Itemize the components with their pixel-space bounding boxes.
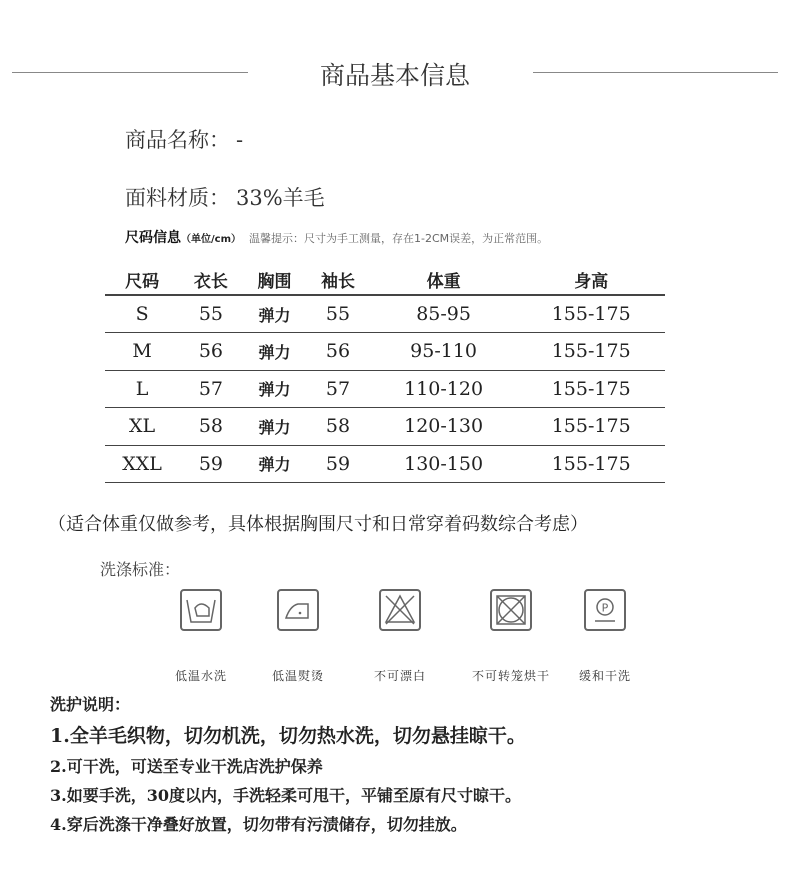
column-header: 体重 xyxy=(370,265,518,295)
table-row xyxy=(105,408,665,446)
material-field xyxy=(125,182,325,212)
table-cell: 59 xyxy=(306,445,370,483)
table-cell: 弹力 xyxy=(243,333,307,371)
table-cell: 120-130 xyxy=(370,408,518,446)
wash-standard-label: 洗涤标准： xyxy=(100,560,181,579)
field-label: 商品名称： xyxy=(125,128,230,152)
column-header: 袖长 xyxy=(306,265,370,295)
table-cell: 56 xyxy=(306,333,370,371)
table-cell: 155-175 xyxy=(517,408,665,446)
table-cell: 弹力 xyxy=(243,370,307,408)
hand-wash-icon xyxy=(179,588,223,632)
table-cell: 58 xyxy=(306,408,370,446)
care-symbol xyxy=(540,588,670,684)
table-row xyxy=(105,370,665,408)
care-item: 4.穿后洗涤干净叠好放置，切勿带有污渍储存，切勿挂放。 xyxy=(50,815,467,834)
table-cell: 弹力 xyxy=(243,445,307,483)
gentle-dry-clean-icon xyxy=(583,588,627,632)
care-title: 洗护说明： xyxy=(50,695,131,714)
product-name-field xyxy=(125,124,243,154)
table-row xyxy=(105,295,665,333)
care-item: 3.如要手洗，30度以内，手洗轻柔可甩干，平铺至原有尺寸晾干。 xyxy=(50,786,521,805)
no-tumble-dry-icon xyxy=(489,588,533,632)
care-symbol-label: 不可漂白 xyxy=(373,669,426,683)
care-symbol-label: 低温水洗 xyxy=(174,669,227,683)
column-header: 胸围 xyxy=(243,265,307,295)
table-row xyxy=(105,333,665,371)
table-cell: XL xyxy=(105,408,179,446)
size-unit: （单位/cm） xyxy=(181,234,241,245)
size-info-header xyxy=(125,227,548,247)
table-cell: 155-175 xyxy=(517,295,665,333)
table-cell: 58 xyxy=(179,408,243,446)
table-cell: S xyxy=(105,295,179,333)
care-symbol-label: 不可转笼烘干 xyxy=(471,669,550,683)
table-cell: L xyxy=(105,370,179,408)
table-cell: 155-175 xyxy=(517,370,665,408)
table-cell: 弹力 xyxy=(243,295,307,333)
table-cell: 85-95 xyxy=(370,295,518,333)
table-cell: 110-120 xyxy=(370,370,518,408)
table-cell: 130-150 xyxy=(370,445,518,483)
field-value: - xyxy=(236,128,244,152)
field-value: 33%羊毛 xyxy=(236,186,325,210)
size-tip: 温馨提示：尺寸为手工测量，存在1-2CM误差，为正常范围。 xyxy=(249,232,549,245)
table-row xyxy=(105,445,665,483)
table-cell: 57 xyxy=(179,370,243,408)
care-symbol-label: 低温熨烫 xyxy=(271,669,324,683)
table-cell: 55 xyxy=(179,295,243,333)
care-instructions xyxy=(50,692,526,841)
size-info-label: 尺码信息 xyxy=(125,230,181,246)
table-cell: 55 xyxy=(306,295,370,333)
table-cell: 95-110 xyxy=(370,333,518,371)
table-cell: 57 xyxy=(306,370,370,408)
table-header-row xyxy=(105,265,665,295)
table-cell: 59 xyxy=(179,445,243,483)
field-label: 面料材质： xyxy=(125,186,230,210)
table-cell: 56 xyxy=(179,333,243,371)
table-cell: 弹力 xyxy=(243,408,307,446)
iron-low-icon xyxy=(276,588,320,632)
table-cell: M xyxy=(105,333,179,371)
care-item: 2.可干洗，可送至专业干洗店洗护保养 xyxy=(50,757,323,776)
size-note: （适合体重仅做参考，具体根据胸围尺寸和日常穿着码数综合考虑） xyxy=(48,514,588,535)
column-header: 衣长 xyxy=(179,265,243,295)
size-table xyxy=(105,265,665,483)
table-cell: 155-175 xyxy=(517,333,665,371)
table-cell: XXL xyxy=(105,445,179,483)
svg-text:P: P xyxy=(601,601,609,615)
section-title: 商品基本信息 xyxy=(319,61,470,90)
care-symbol-label: 缓和干洗 xyxy=(578,669,631,683)
no-bleach-icon xyxy=(378,588,422,632)
table-cell: 155-175 xyxy=(517,445,665,483)
column-header: 身高 xyxy=(517,265,665,295)
care-item: 1.全羊毛织物，切勿机洗，切勿热水洗，切勿悬挂晾干。 xyxy=(50,725,526,747)
column-header: 尺码 xyxy=(105,265,179,295)
